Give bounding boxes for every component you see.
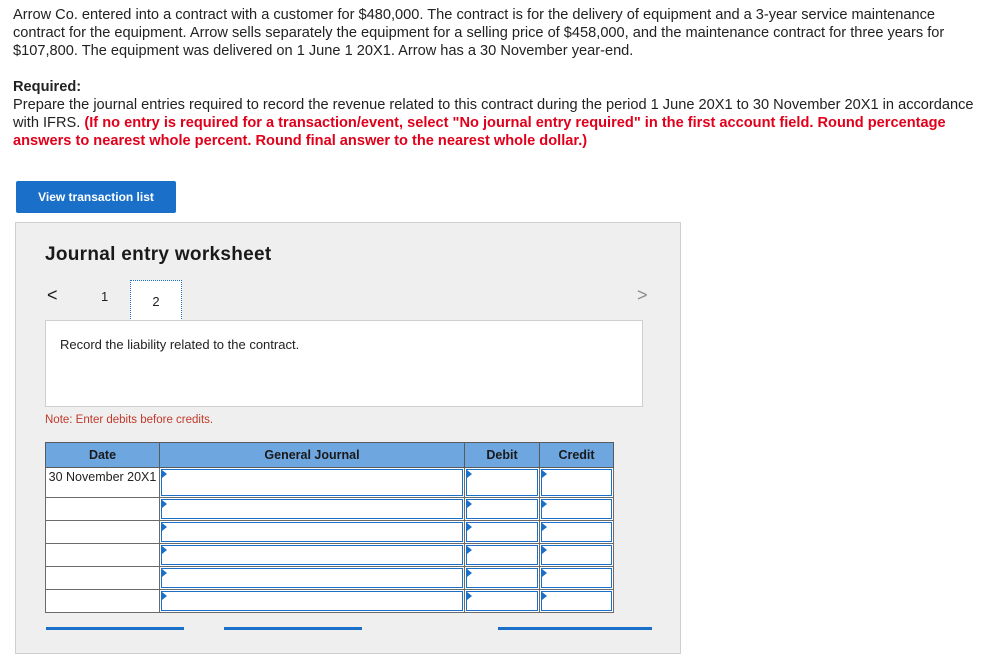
account-dropdown[interactable] bbox=[161, 568, 463, 588]
debit-input[interactable] bbox=[466, 469, 538, 496]
date-cell bbox=[46, 567, 160, 590]
col-header-debit: Debit bbox=[465, 443, 540, 468]
debit-input[interactable] bbox=[466, 499, 538, 519]
date-cell bbox=[46, 498, 160, 521]
table-row bbox=[46, 521, 614, 544]
required-block bbox=[13, 96, 978, 150]
page-2-current[interactable]: 2 bbox=[130, 280, 182, 323]
credit-input[interactable] bbox=[541, 591, 612, 611]
entry-note: Note: Enter debits before credits. bbox=[45, 414, 214, 426]
table-row bbox=[46, 468, 614, 498]
debit-cell[interactable] bbox=[465, 468, 540, 498]
debit-cell[interactable] bbox=[465, 567, 540, 590]
date-cell bbox=[46, 590, 160, 613]
question-text: Arrow Co. entered into a contract with a customer for $480,000. The contract is for the delivery of equipment and a 3-year service maintenance contract for the equipment. Arrow sells separately the equipment for a selling price of $458,000, and the maintenance contract for three years for $107,800. The equipment was delivered on 1 June 1 20X1. Arrow has a 30 November year-end. bbox=[13, 7, 945, 59]
debit-input[interactable] bbox=[466, 522, 538, 542]
required-instruction: (If no entry is required for a transaction/event, select "No journal entry required" in the first account field. Round percentage answers to nearest whole percent. Round final answer to the nearest whole dollar.) bbox=[13, 115, 946, 149]
credit-input[interactable] bbox=[541, 568, 612, 588]
required-text: Prepare the journal entries required to record the revenue related to this contract during the period 1 June 20X1 to 30 November 20X1 in accordance with IFRS. bbox=[13, 97, 974, 131]
credit-cell[interactable] bbox=[540, 468, 614, 498]
entry-description: Record the liability related to the contract. bbox=[60, 337, 300, 352]
debit-cell[interactable] bbox=[465, 498, 540, 521]
account-cell[interactable] bbox=[160, 468, 465, 498]
journal-entry-worksheet bbox=[15, 222, 681, 654]
debit-input[interactable] bbox=[466, 591, 538, 611]
required-heading: Required: bbox=[13, 79, 82, 95]
date-cell: 30 November 20X1 bbox=[46, 468, 160, 498]
account-dropdown[interactable] bbox=[161, 591, 463, 611]
account-cell[interactable] bbox=[160, 567, 465, 590]
account-dropdown[interactable] bbox=[161, 545, 463, 565]
view-transaction-list-button[interactable]: View transaction list bbox=[16, 181, 176, 213]
credit-input[interactable] bbox=[541, 499, 612, 519]
debit-cell[interactable] bbox=[465, 590, 540, 613]
account-cell[interactable] bbox=[160, 521, 465, 544]
account-cell[interactable] bbox=[160, 498, 465, 521]
credit-cell[interactable] bbox=[540, 544, 614, 567]
credit-cell[interactable] bbox=[540, 498, 614, 521]
credit-cell[interactable] bbox=[540, 521, 614, 544]
action-button-stub[interactable] bbox=[224, 627, 362, 630]
credit-input[interactable] bbox=[541, 545, 612, 565]
debit-cell[interactable] bbox=[465, 521, 540, 544]
date-cell bbox=[46, 544, 160, 567]
account-dropdown[interactable] bbox=[161, 499, 463, 519]
action-button-stub[interactable] bbox=[46, 627, 184, 630]
table-row bbox=[46, 544, 614, 567]
entry-description-box bbox=[45, 320, 643, 407]
table-row bbox=[46, 498, 614, 521]
action-button-stub[interactable] bbox=[498, 627, 652, 630]
worksheet-title: Journal entry worksheet bbox=[45, 244, 272, 265]
prev-page-icon[interactable]: < bbox=[47, 285, 58, 305]
account-cell[interactable] bbox=[160, 590, 465, 613]
account-dropdown[interactable] bbox=[161, 522, 463, 542]
next-page-icon[interactable]: > bbox=[637, 285, 648, 305]
debit-cell[interactable] bbox=[465, 544, 540, 567]
page-1-link[interactable]: 1 bbox=[101, 289, 109, 304]
date-cell bbox=[46, 521, 160, 544]
credit-input[interactable] bbox=[541, 469, 612, 496]
debit-input[interactable] bbox=[466, 545, 538, 565]
col-header-date: Date bbox=[46, 443, 160, 468]
journal-table bbox=[45, 442, 614, 613]
account-cell[interactable] bbox=[160, 544, 465, 567]
credit-cell[interactable] bbox=[540, 590, 614, 613]
table-row bbox=[46, 590, 614, 613]
debit-input[interactable] bbox=[466, 568, 538, 588]
account-dropdown[interactable] bbox=[161, 469, 463, 496]
col-header-credit: Credit bbox=[540, 443, 614, 468]
credit-input[interactable] bbox=[541, 522, 612, 542]
col-header-general-journal: General Journal bbox=[160, 443, 465, 468]
credit-cell[interactable] bbox=[540, 567, 614, 590]
table-row bbox=[46, 567, 614, 590]
